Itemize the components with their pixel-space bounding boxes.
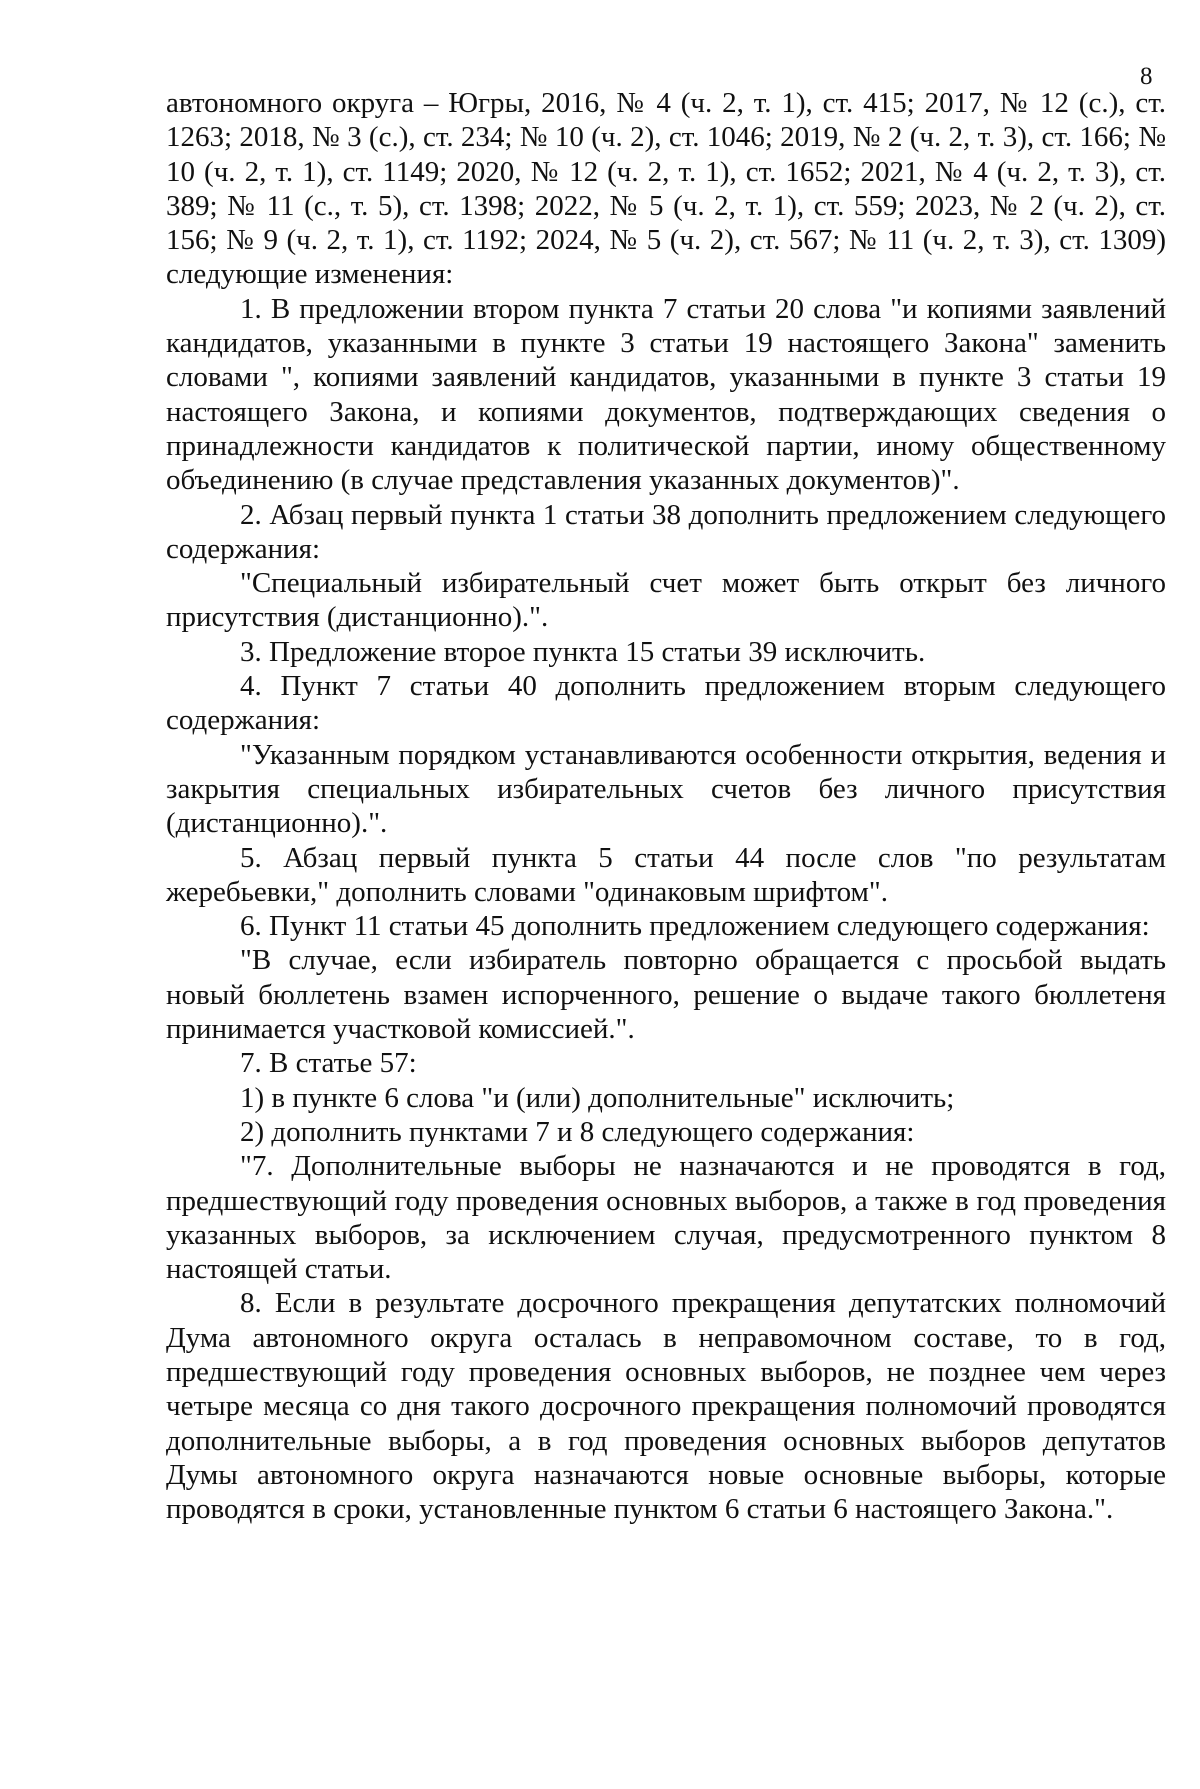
page-number: 8	[1140, 63, 1153, 90]
paragraph-amendment-7: 7. В статье 57:	[240, 1047, 417, 1080]
paragraph-amendment-4: 4. Пункт 7 статьи 40 дополнить предложением вторым следующего содержания:	[166, 670, 1166, 737]
paragraph-amendment-2: 2. Абзац первый пункта 1 статьи 38 дополнить предложением следующего содержания:	[166, 498, 1166, 565]
paragraph-amendment-7-item-2: 2) дополнить пунктами 7 и 8 следующего содержания:	[240, 1115, 915, 1148]
paragraph-amendment-7-item-1: 1) в пункте 6 слова "и (или) дополнительные" исключить;	[240, 1081, 955, 1114]
paragraph-amendment-5: 5. Абзац первый пункта 5 статьи 44 после слов "по результатам жеребьевки," дополнить словами "одинаковым шрифтом".	[166, 841, 1166, 908]
paragraph-amendment-6: 6. Пункт 11 статьи 45 дополнить предложением следующего содержания:	[240, 910, 1150, 943]
document-body	[166, 86, 1166, 1526]
paragraph-amendment-1: 1. В предложении втором пункта 7 статьи 20 слова "и копиями заявлений кандидатов, указанными в пункте 3 статьи 19 настоящего Закона" заменить словами ", копиями заявлений кандидатов, указанными в пункте 3 статьи 19 настоящего Закона, и копиями документов, подтверждающих сведения о принадлежности кандидатов к политической партии, иному общественному объединению (в случае представления указанных документов)".	[166, 292, 1166, 497]
paragraph-amendment-6-text: "В случае, если избиратель повторно обращается с просьбой выдать новый бюллетень взамен испорченного, решение о выдаче такого бюллетеня принимается участковой комиссией.".	[166, 944, 1166, 1046]
paragraph-amendment-4-text: "Указанным порядком устанавливаются особенности открытия, ведения и закрытия специальных избирательных счетов без личного присутствия (дистанционно).".	[166, 738, 1166, 840]
paragraph-new-point-7: "7. Дополнительные выборы не назначаются и не проводятся в год, предшествующий году проведения основных выборов, а также в год проведения указанных выборов, за исключением случая, предусмотренного пунктом 8 настоящей статьи.	[166, 1150, 1166, 1286]
paragraph-continuation: автономного округа – Югры, 2016, № 4 (ч. 2, т. 1), ст. 415; 2017, № 12 (с.), ст. 1263; 2018, № 3 (с.), ст. 234; № 10 (ч. 2), ст. 1046; 2019, № 2 (ч. 2, т. 3), ст. 166; № 10 (ч. 2, т. 1), ст. 1149; 2020, № 12 (ч. 2, т. 1), ст. 1652; 2021, № 4 (ч. 2, т. 3), ст. 389; № 11 (с., т. 5), ст. 1398; 2022, № 5 (ч. 2, т. 1), ст. 559; 2023, № 2 (ч. 2), ст. 156; № 9 (ч. 2, т. 1), ст. 1192; 2024, № 5 (ч. 2), ст. 567; № 11 (ч. 2, т. 3), ст. 1309) следующие изменения:	[166, 87, 1166, 291]
paragraph-new-point-8: 8. Если в результате досрочного прекращения депутатских полномочий Дума автономного округа осталась в неправомочном составе, то в год, предшествующий году проведения основных выборов, не позднее чем через четыре месяца со дня такого досрочного прекращения полномочий проводятся дополнительные выборы, а в год проведения основных выборов депутатов Думы автономного округа назначаются новые основные выборы, которые проводятся в сроки, установленные пунктом 6 статьи 6 настоящего Закона.".	[166, 1287, 1166, 1526]
paragraph-amendment-2-text: "Специальный избирательный счет может быть открыт без личного присутствия (дистанционно).".	[166, 567, 1166, 634]
paragraph-amendment-3: 3. Предложение второе пункта 15 статьи 39 исключить.	[240, 635, 926, 668]
